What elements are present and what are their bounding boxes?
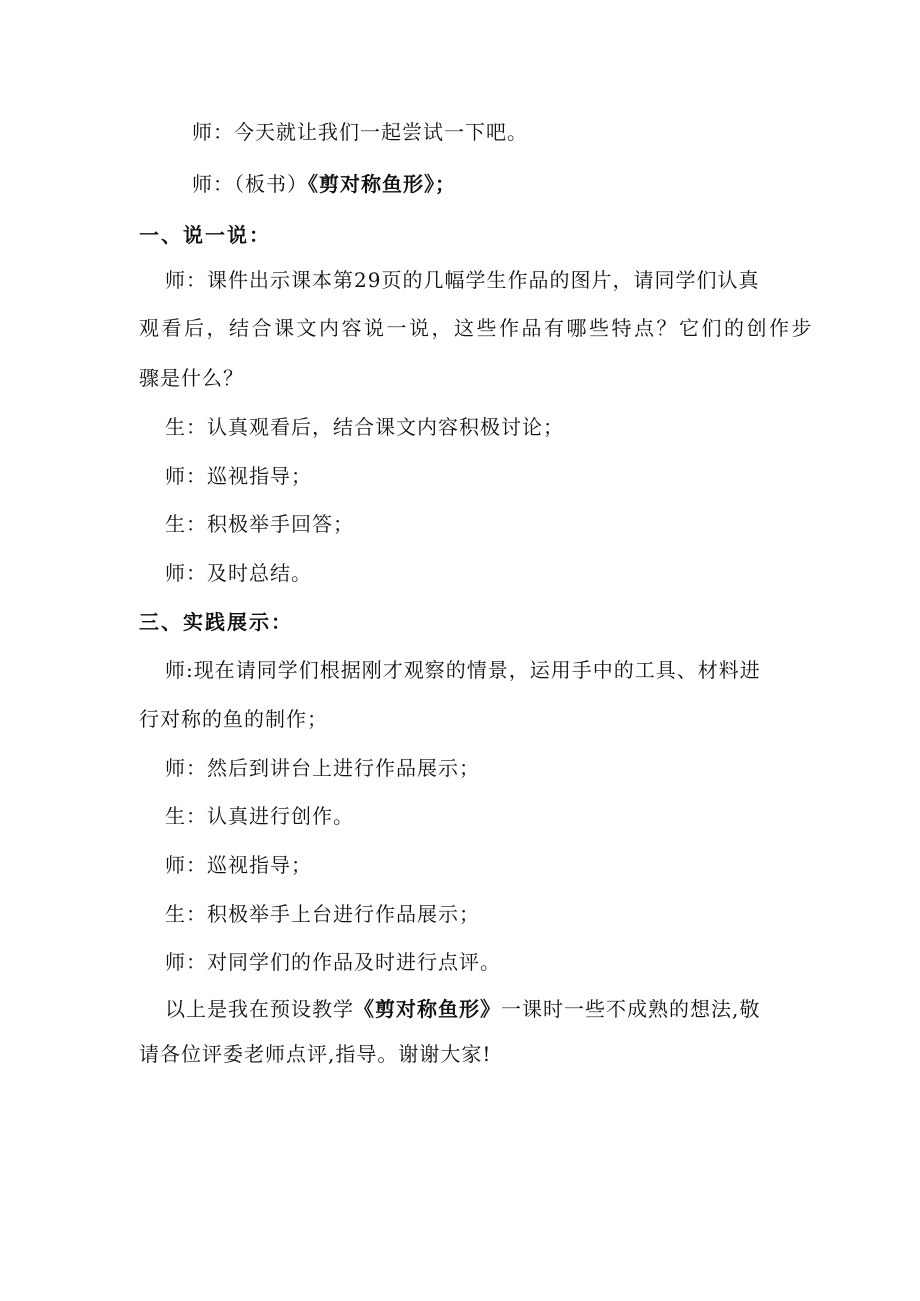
- closing-line: [165, 995, 760, 1023]
- paragraph-line: 骤是什么？: [139, 366, 244, 390]
- paragraph-line: 师：课件出示课本第29页的几幅学生作品的图片，请同学们认真: [165, 268, 760, 292]
- section-heading-practice: 三、实践展示：: [139, 610, 293, 634]
- teacher-line: 师：巡视指导；: [165, 853, 312, 877]
- paragraph-line: 行对称的鱼的制作；: [139, 707, 328, 731]
- closing-line: 请各位评委老师点评,指导。谢谢大家!: [139, 1042, 492, 1066]
- closing-text: 以上是我在预设教学: [165, 997, 354, 1021]
- paragraph-line: 观看后，结合课文内容说一说，这些作品有哪些特点？它们的创作步: [139, 316, 814, 340]
- section-heading-discuss: 一、说一说：: [139, 223, 271, 247]
- student-line: 生：积极举手上台进行作品展示；: [165, 902, 480, 926]
- lesson-title: 《剪对称鱼形》；: [308, 172, 456, 196]
- teacher-line: 师：巡视指导；: [165, 464, 312, 488]
- line-text: 师：今天就让我们一起尝试一下吧。: [192, 120, 528, 144]
- line-text: 师：（板书）: [192, 172, 308, 196]
- student-line: 生：认真进行创作。: [165, 804, 354, 828]
- student-line: 生：认真观看后，结合课文内容积极讨论；: [165, 415, 564, 439]
- teacher-line-try: [192, 118, 528, 146]
- lesson-title: 《剪对称鱼形》: [354, 997, 501, 1021]
- teacher-line: 师：然后到讲台上进行作品展示；: [165, 756, 480, 780]
- closing-text: 一课时一些不成熟的想法,敬: [501, 997, 761, 1021]
- student-line: 生：积极举手回答；: [165, 512, 354, 536]
- paragraph-line: 师:现在请同学们根据刚才观察的情景，运用手中的工具、材料进: [165, 658, 761, 682]
- teacher-line: 师：及时总结。: [165, 561, 312, 585]
- teacher-line-board: [192, 170, 456, 198]
- teacher-line: 师：对同学们的作品及时进行点评。: [165, 950, 501, 974]
